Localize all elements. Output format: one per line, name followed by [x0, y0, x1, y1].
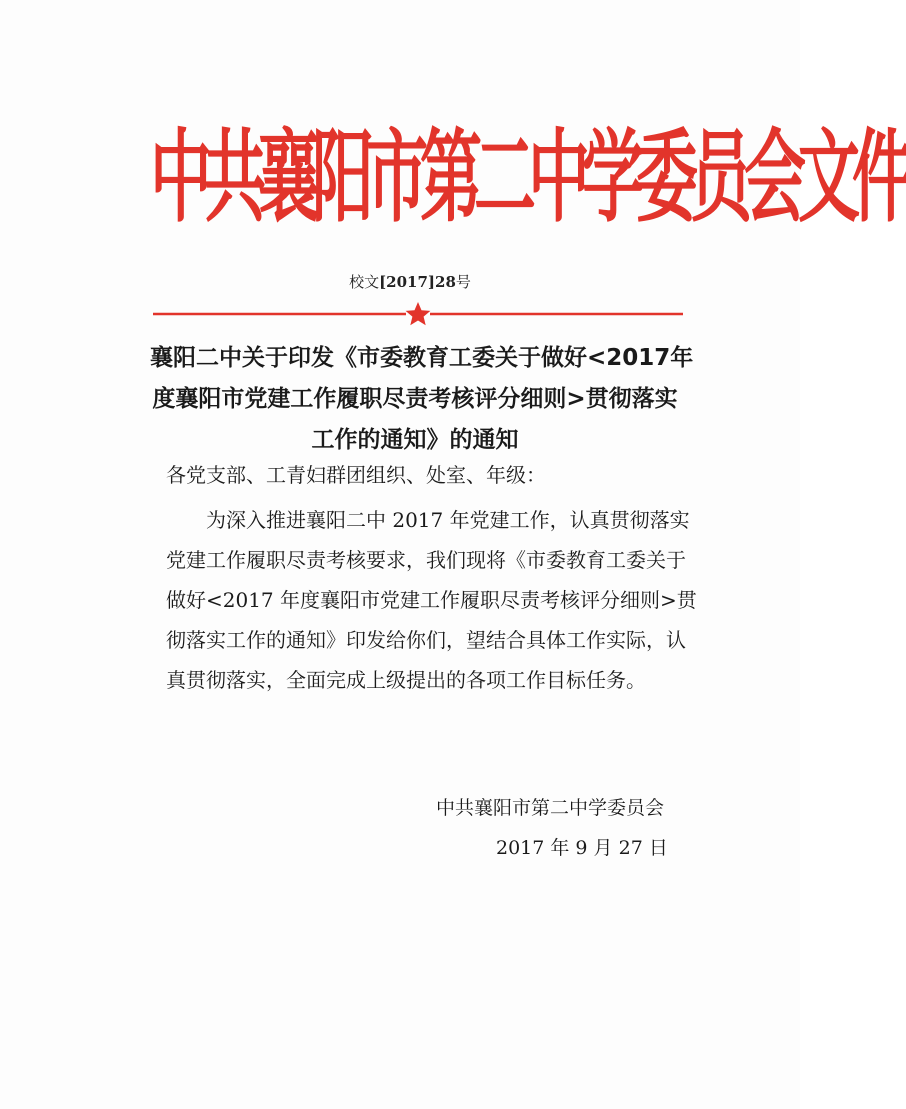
notice-heading-line-3: 工作的通知》的通知 — [311, 427, 519, 453]
document-header-title: 中共襄阳市第二中学委员会文件 — [150, 118, 906, 237]
red-divider-graphic — [153, 300, 683, 326]
issuer-signature: 中共襄阳市第二中学委员会 — [436, 797, 665, 819]
document-number-suffix: 号 — [455, 273, 471, 291]
notice-body-line-2: 党建工作履职尽责考核要求，我们现将《市委教育工委关于 — [166, 548, 686, 572]
red-divider — [153, 300, 683, 326]
notice-heading — [150, 338, 694, 461]
issue-date: 2017 年 9 月 27 日 — [496, 837, 668, 859]
document-number — [330, 271, 490, 293]
notice-body-line-5: 真贯彻落实，全面完成上级提出的各项工作目标任务。 — [166, 668, 646, 692]
star-icon — [406, 302, 431, 325]
document-number-prefix: 校文 — [349, 273, 380, 291]
notice-heading-line-1: 襄阳二中关于印发《市委教育工委关于做好<2017年 — [150, 345, 694, 371]
notice-body-line-4: 彻落实工作的通知》印发给你们，望结合具体工作实际，认 — [166, 628, 686, 652]
document-number-code: [2017]28 — [379, 273, 456, 291]
salutation: 各党支部、工青妇群团组织、处室、年级： — [166, 463, 546, 487]
notice-body-line-3: 做好<2017 年度襄阳市党建工作履职尽责考核评分细则>贯 — [166, 588, 697, 612]
notice-body-line-1: 为深入推进襄阳二中 2017 年党建工作，认真贯彻落实 — [206, 508, 690, 532]
notice-body — [166, 500, 697, 700]
notice-heading-line-2: 度襄阳市党建工作履职尽责考核评分细则>贯彻落实 — [152, 386, 678, 412]
